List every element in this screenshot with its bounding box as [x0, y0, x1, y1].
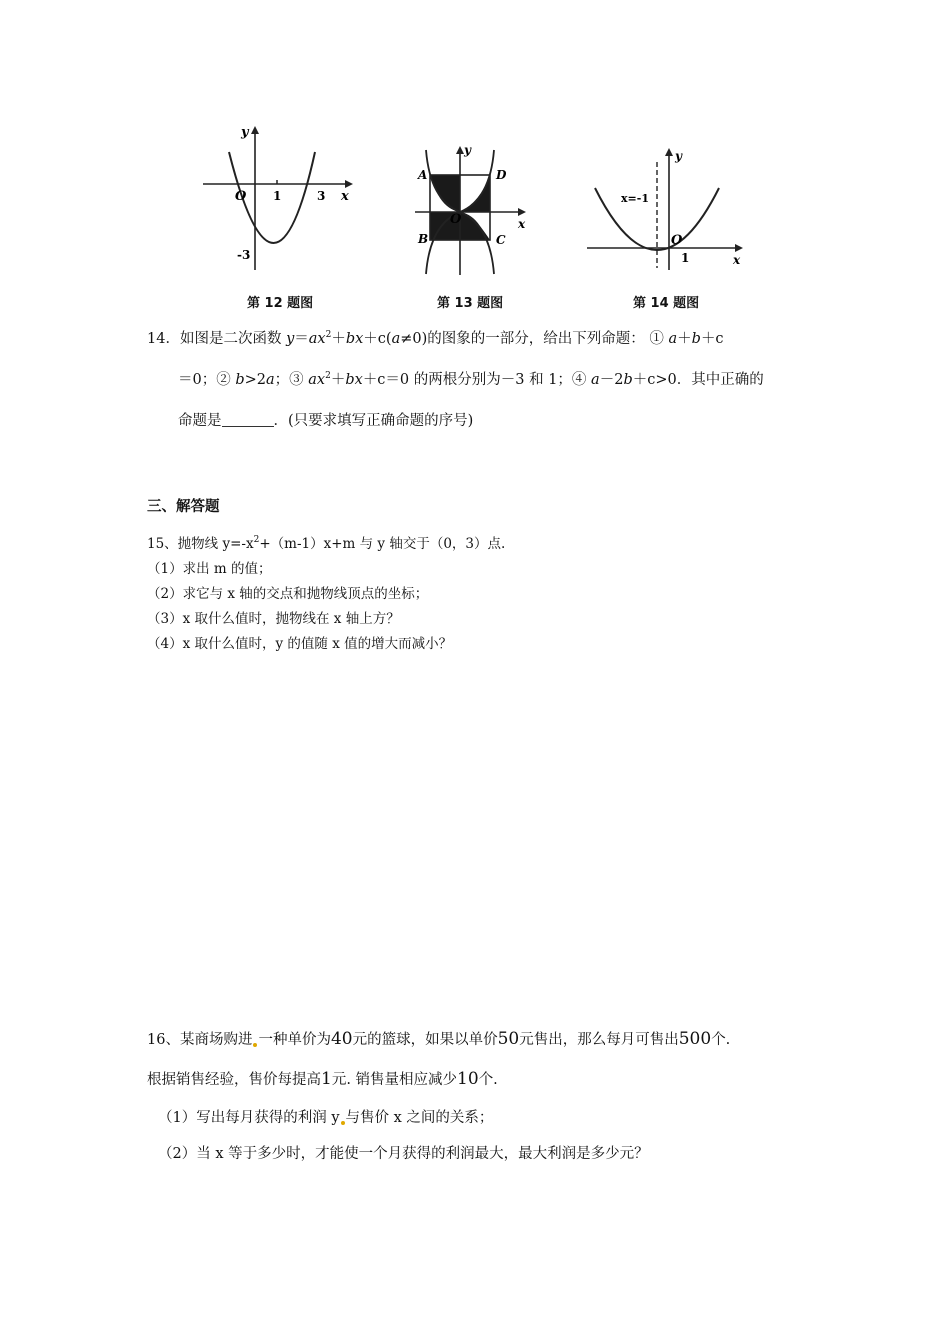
q14-line1: 14．如图是二次函数 $y=ax^2+bx+c(a\ne 0)$的图象的一部分，给出下列命题： ① a＋b＋c — [147, 330, 724, 347]
fig13-label-x: x — [518, 217, 526, 231]
fig14-label-x: x — [733, 253, 741, 267]
q16-line1: 16、某商场购进 一种单价为40元的篮球，如果以单价50元售出，那么每月可售出500个. — [147, 1029, 731, 1049]
fig13-label-origin: O — [450, 212, 462, 227]
q16-part1: （1）写出每月获得的利润 y 与售价 x 之间的关系； — [158, 1110, 494, 1126]
fig12-caption: 第 12 题图 — [247, 296, 314, 311]
q15-part2: （2）求它与 x 轴的交点和抛物线顶点的坐标； — [147, 586, 429, 602]
section-title: 三、解答题 — [147, 499, 220, 515]
q16-part2: （2）当 x 等于多少时，才能使一个月获得的利润最大，最大利润是多少元？ — [158, 1146, 649, 1162]
fig13-label-A: A — [418, 168, 428, 182]
fig14-label-one: 1 — [681, 251, 690, 265]
fig13-label-y: y — [464, 143, 471, 157]
q14-line3: 命题是 ．(只要求填写正确命题的序号) — [178, 413, 474, 429]
q14-answer-blank[interactable] — [222, 412, 274, 427]
fig13-caption: 第 13 题图 — [437, 296, 504, 311]
q15-part1: （1）求出 m 的值； — [147, 561, 272, 577]
q16-line2: 根据销售经验，售价每提高1元. 销售量相应减少10个. — [147, 1069, 498, 1089]
edit-mark — [253, 1043, 257, 1047]
fig12-label-origin: O — [235, 189, 247, 204]
fig12-label-x: x — [341, 189, 349, 204]
q14-line2: ＝0；② b>2a；③ $ax^2+bx+c=0$ 的两根分别为－3 和 1；④ a－2b＋c>0．其中正确的 — [178, 371, 764, 388]
figure-12-graph — [195, 120, 365, 280]
fig14-label-y: y — [675, 149, 682, 163]
edit-mark — [341, 1121, 345, 1125]
fig12-label-y: y — [241, 125, 249, 140]
fig12-label-neg3: -3 — [237, 248, 251, 262]
fig13-label-D: D — [496, 168, 507, 182]
fig14-label-origin: O — [671, 233, 683, 248]
fig12-label-one: 1 — [273, 189, 282, 203]
fig12-label-three: 3 — [317, 189, 326, 203]
q15-stem: 15、抛物线 $y=-x^2+(m-1)x+m$ 与 y 轴交于（0，3）点. — [147, 535, 506, 552]
fig13-label-B: B — [418, 232, 429, 246]
figure-13-graph — [410, 140, 535, 280]
figure-14-graph — [585, 140, 750, 275]
q15-part4: （4）x 取什么值时，y 的值随 x 值的增大而减小？ — [147, 636, 453, 652]
q15-part3: （3）x 取什么值时，抛物线在 x 轴上方？ — [147, 611, 400, 627]
fig13-label-C: C — [496, 233, 506, 247]
fig14-label-axis: x=-1 — [621, 192, 649, 205]
fig14-caption: 第 14 题图 — [633, 296, 700, 311]
